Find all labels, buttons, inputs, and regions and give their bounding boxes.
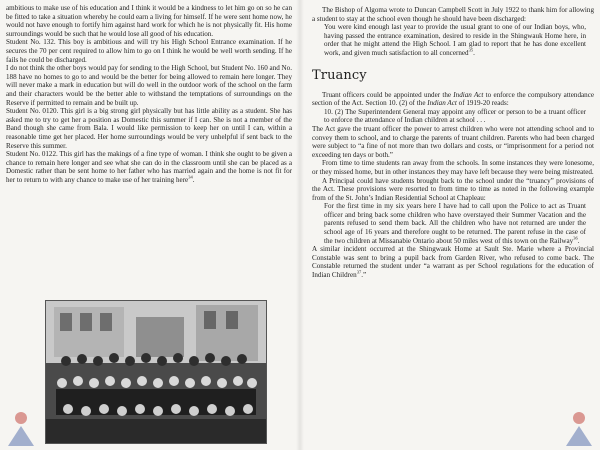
right-page [300,0,600,450]
left-paragraph-5-tail: . [192,175,195,184]
quote-bishop-text: You were kind enough last year to provide the usual grant to one of our Indian boys, who, having passed the entrance examination, desired to reside in the Shingwauk Home here, in order that he might attend the High School. I am glad to report that he has done excellent work, and given much satisfaction to all concerned [324,23,586,57]
left-paragraph-5 [6,150,292,184]
left-text-column [6,4,292,184]
paragraph-incident-text: A similar incident occurred at the Shingwauk Home at Sault Ste. Marie where a Provincial Constable was sent to bring a pupil back from Garden River, who refused to come back. The Constable returned the student under “a warrant as per School regulations for the education of Indian Children [312,245,594,280]
truancy-intro [312,91,594,108]
truancy-intro-before: Truant officers could be appointed under the [322,90,454,99]
left-paragraph-5-text: Student No. 0122. This girl has the makings of a fine type of woman. I think she ought to be given a chance to remain here longer and see what she can do in the classroom until she can be placed as a Domestic rather than be sent home to her father who has married again and the home is not fit for her to return to with any chance to make use of her training here [6,150,292,184]
left-paragraph-2: Student No. 132. This boy is ambitious and will try his High School Entrance examination. If he secures the 70 per cent required to allow him to go on I think he would be well worth sending. If he fails he could be discharged. [6,38,292,64]
paragraph-act-powers: The Act gave the truant officer the power to arrest children who were not attending school and to convey them to school, and to charge the parents of truant children. Parents who had been charged were subject to “a fine of not more than two dollars and costs, or “imprisonment for a period not exceeding ten days or both.” [312,124,594,159]
quote-chapleau [324,202,586,245]
section-heading-truancy: Truancy [312,67,367,83]
truancy-intro-italic-2: Indian Act [427,99,457,108]
footnote-ref-35: 35 [468,47,474,53]
truancy-intro-italic-1: Indian Act [453,90,484,99]
student-group-photo [45,300,267,444]
quote-bishop-tail: . [473,48,475,57]
footnote-ref-36: 36 [573,235,578,241]
quote-chapleau-tail: . [577,236,580,245]
quote-bishop [324,23,586,57]
paragraph-runaways: From time to time students ran away from the schools. In some instances they were lonesome, or they missed home, but in other instances they may have left because they were being mistreated. [312,159,594,176]
photo-illustration [46,301,266,443]
decorative-ornament-right-icon [562,408,596,448]
quote-chapleau-text: For the first time in my six years here I have had to call upon the Police to act as Truant officer and bring back some children who have overstayed their Summer Vacation and the parents refused to send them back. All the children who have not returned are under the school age of 16 years and therefore ought to be returned. The parent refuse in the case of the two children at Missanabie Ontario about 50 miles west of this town on the Railway [324,202,586,245]
paragraph-incident [312,245,594,279]
decorative-ornament-left-icon [4,408,38,448]
right-text-column [312,6,594,280]
truancy-intro-after: of 1919-20 reads: [456,99,509,108]
left-paragraph-4: Student No. 0120. This girl is a big strong girl physically but has little ability as a student. She has asked me to try to get her a position as Domestic this summer if I can. She is not a member of the Band though she came from Bala. I would like permission to keep her on until I can, within a reasonable time get her placed. Her home surroundings would be very unhelpful if sent back to the Reserve this summer. [6,107,292,150]
truancy-intro-middle: to enforce the compulsory attendance section of the Act. Section 10. (2) of the [312,90,594,108]
paragraph-incident-tail: .” [361,271,367,280]
left-paragraph-3: I do not think the other boys would pay for sending to the High School, but Student No. 160 and No. 188 have no homes to go to and would be the better for being allowed to remain here longer. They will never make a mark in education but will do well in the outdoor work of the school on the farm and their characters would be the better able to withstand the temptations of surroundings on the Reserve if permitted to remain and be built up. [6,64,292,107]
quote-indian-act: 10. (2) The Superintendent General may appoint any officer or person to be a truant officer to enforce the attendance of Indian children at school . . . [324,107,586,125]
right-intro: The Bishop of Algoma wrote to Duncan Campbell Scott in July 1922 to thank him for allowing a student to stay at the school even though he should have been discharged: [312,6,594,23]
paragraph-principal: A Principal could have students brought back to the school under the “truancy” provisions of the Act. These provisions were resorted to from time to time as noted in the following example from of the St. John’s Indian Residential School at Chapleau: [312,176,594,202]
left-paragraph-1: ambitious to make use of his education and I think it would be a kindness to let him go on so he can be fitted to take a situation whereby he could earn a living for himself. If he were sent home now, he would not have enough to fortify him against hard work for which he is not physically fit. His home surroundings would be such that he would lose all good of his education. [6,4,292,38]
footnote-ref-37: 37 [356,269,362,275]
footnote-ref-34: 34 [188,174,193,180]
